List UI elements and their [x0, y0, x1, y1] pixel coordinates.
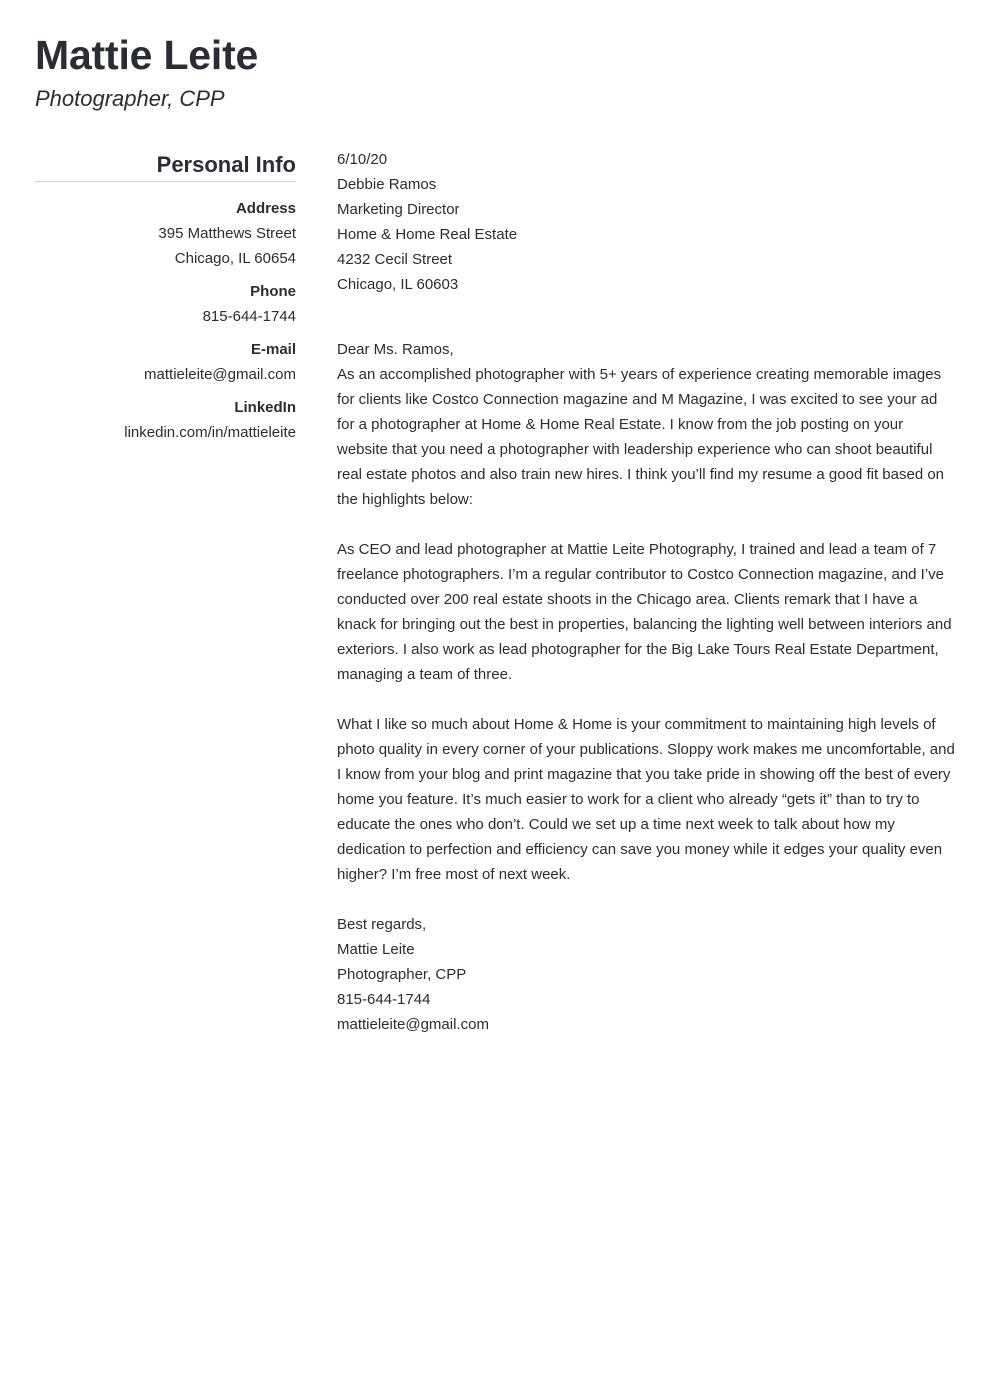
- linkedin-label: LinkedIn: [234, 399, 296, 416]
- personal-info-sidebar: [35, 150, 296, 445]
- letter-paragraph: As an accomplished photographer with 5+ years of experience creating memorable images for clients like Costco Connection magazine and M Magazine, I was excited to see your ad for a photographer at Home & Home Real Estate. I know from the job posting on your website that you need a photographer with leadership experience who can shoot beautiful real estate photos and also train new hires. I think you’ll find my resume a good fit based on the highlights below:: [337, 366, 945, 508]
- signature-email: mattieleite@gmail.com: [337, 1016, 489, 1033]
- signature-phone: 815-644-1744: [337, 991, 431, 1008]
- email-value: mattieleite@gmail.com: [144, 366, 296, 383]
- address-block: [35, 196, 296, 271]
- letter-date: 6/10/20: [337, 151, 388, 168]
- signature-name: Mattie Leite: [337, 941, 415, 958]
- letter-closing: Best regards,: [337, 916, 427, 933]
- signature-block: [337, 937, 957, 1037]
- email-label: E-mail: [250, 341, 296, 358]
- cover-letter-body: [337, 147, 957, 1037]
- phone-block: [35, 279, 296, 329]
- recipient-block: [337, 172, 957, 297]
- recipient-name: Debbie Ramos: [337, 176, 437, 193]
- recipient-position: Marketing Director: [337, 201, 460, 218]
- letter-paragraph: What I like so much about Home & Home is your commitment to maintaining high levels of photo quality in every corner of your publications. Sloppy work makes me uncomfortable, and I know from your blog and print magazine that you take pride in showing off the best of every home you feature. It’s much easier to work for a client who already “gets it” than to try to educate the ones who don’t. Could we set up a time next week to talk about how my dedication to perfection and efficiency can save you money while it edges your quality even higher? I’m free most of next week.: [337, 716, 955, 883]
- phone-value: 815-644-1744: [202, 308, 296, 325]
- email-block: [35, 337, 296, 387]
- address-label: Address: [235, 200, 296, 217]
- linkedin-value: linkedin.com/in/mattieleite: [124, 424, 296, 441]
- applicant-title: Photographer, CPP: [35, 86, 225, 111]
- personal-info-heading: Personal Info: [35, 150, 296, 182]
- linkedin-block: [35, 395, 296, 445]
- letter-greeting: Dear Ms. Ramos,: [337, 341, 454, 358]
- address-line2: Chicago, IL 60654: [174, 250, 296, 267]
- applicant-name: Mattie Leite: [35, 32, 259, 78]
- letter-paragraph: As CEO and lead photographer at Mattie Leite Photography, I trained and lead a team of 7 freelance photographers. I’m a regular contributor to Costco Connection magazine, and I’ve conducted over 200 real estate shoots in the Chicago area. Clients remark that I have a knack for bringing out the best in properties, balancing the lighting well between interiors and exteriors. I also work as lead photographer for the Big Lake Tours Real Estate Department, managing a team of three.: [337, 541, 952, 683]
- phone-label: Phone: [250, 283, 296, 300]
- recipient-city: Chicago, IL 60603: [337, 276, 459, 293]
- signature-title: Photographer, CPP: [337, 966, 467, 983]
- address-line1: 395 Matthews Street: [158, 225, 296, 242]
- recipient-street: 4232 Cecil Street: [337, 251, 453, 268]
- recipient-company: Home & Home Real Estate: [337, 226, 518, 243]
